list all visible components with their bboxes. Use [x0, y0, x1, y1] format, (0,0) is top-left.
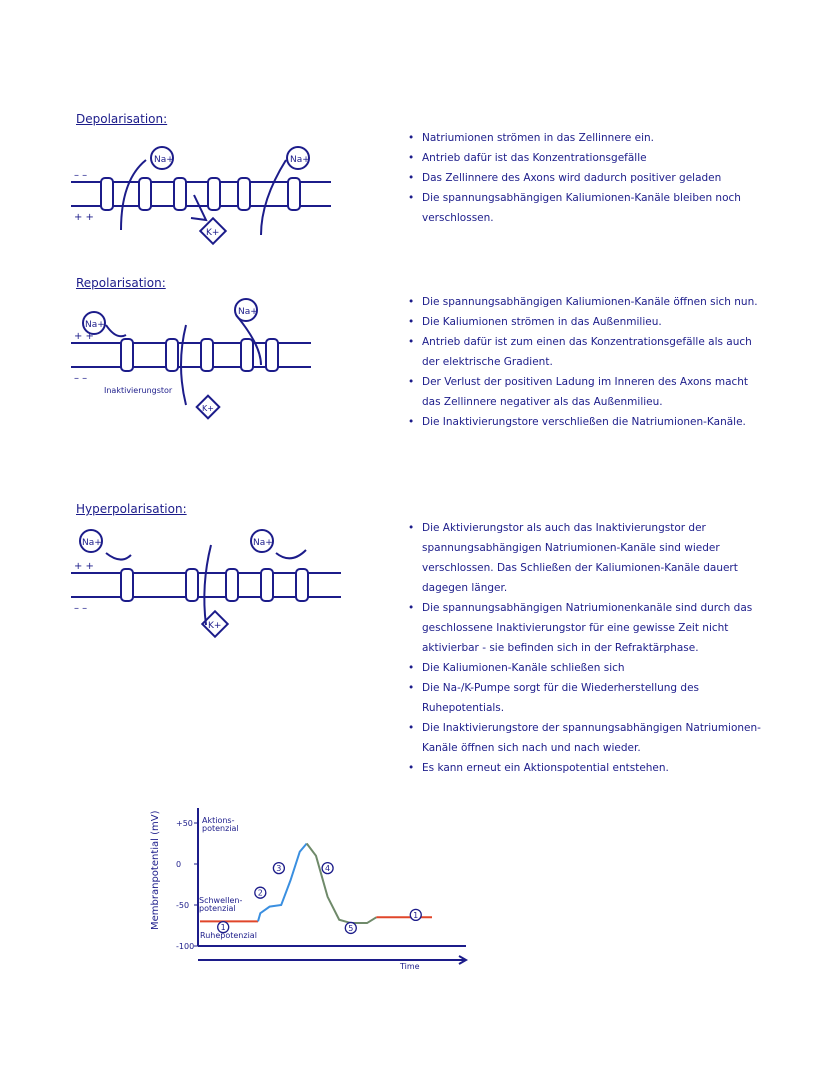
- phase-label: [345, 922, 356, 933]
- ion-label-na: Na+: [85, 320, 105, 330]
- ion-label-k: K+: [202, 404, 214, 413]
- svg-text:+ +: + +: [74, 331, 94, 342]
- ion-label-na: Na+: [290, 155, 310, 165]
- annotation-schwellenpotenzial: Schwellen-: [199, 896, 243, 905]
- annotation-schwellenpotenzial: potenzial: [199, 904, 236, 913]
- svg-text:5: 5: [348, 923, 354, 933]
- note: • Die spannungsabhängigen Kaliumionen-Kanäle bleiben noch verschlossen.: [408, 188, 768, 228]
- phase-label: [322, 863, 333, 874]
- heading-hyperpolarisation: Hyperpolarisation:: [76, 502, 187, 516]
- svg-text:+ +: + +: [74, 212, 94, 223]
- svg-text:1: 1: [220, 923, 226, 933]
- phase-label: [255, 887, 266, 898]
- svg-text:1: 1: [413, 910, 419, 920]
- svg-text:– –: – –: [74, 170, 88, 181]
- note: • Natriumionen strömen in das Zellinnere ein.: [408, 128, 768, 148]
- svg-text:4: 4: [325, 864, 331, 874]
- svg-text:– –: – –: [74, 603, 88, 614]
- phase-label: [273, 863, 284, 874]
- ion-label-na: Na+: [253, 538, 273, 548]
- svg-text:– –: – –: [74, 373, 88, 384]
- ion-label-na: Na+: [238, 307, 258, 317]
- note: • Die Na-/K-Pumpe sorgt für die Wiederherstellung des Ruhepotentials.: [408, 678, 768, 718]
- note: • Die Inaktivierungstore der spannungsabhängigen Natriumionen-Kanäle öffnen sich nach und nach wieder.: [408, 718, 768, 758]
- note: • Das Zellinnere des Axons wird dadurch positiver geladen: [408, 168, 768, 188]
- y-tick-label: -50: [176, 901, 190, 910]
- y-axis-label: Membranpotential (mV): [150, 810, 161, 930]
- note: • Die spannungsabhängigen Kaliumionen-Kanäle öffnen sich nun.: [408, 292, 768, 312]
- note: • Die Inaktivierungstore verschließen die Natriumionen-Kanäle.: [408, 412, 768, 432]
- annotation-aktionspotenzial: potenzial: [202, 824, 239, 833]
- x-axis-label: Time: [400, 962, 420, 971]
- note: • Antrieb dafür ist das Konzentrationsgefälle: [408, 148, 768, 168]
- svg-text:+ +: + +: [74, 561, 94, 572]
- y-tick-label: -100: [176, 942, 195, 951]
- ion-label-na: Na+: [82, 538, 102, 548]
- heading-depolarisation: Depolarisation:: [76, 112, 168, 126]
- series-depolarisation: [258, 844, 307, 922]
- note: • Die Kaliumionen strömen in das Außenmilieu.: [408, 312, 768, 332]
- ion-label-k: K+: [206, 228, 220, 238]
- phase-label: [410, 909, 421, 920]
- ion-label-k: K+: [208, 621, 222, 631]
- note: • Die Kaliumionen-Kanäle schließen sich: [408, 658, 768, 678]
- annotation-ruhepotenzial: Ruhepotenzial: [200, 931, 257, 940]
- note: • Der Verlust der positiven Ladung im Inneren des Axons macht das Zellinnere negativer als das Außenmilieu.: [408, 372, 768, 412]
- note: • Antrieb dafür ist zum einen das Konzentrationsgefälle als auch der elektrische Gradient.: [408, 332, 768, 372]
- y-tick-label: 0: [176, 860, 182, 869]
- note: • Die Aktivierungstor als auch das Inaktivierungstor der spannungsabhängigen Natriumionen-Kanäle sind wieder verschlossen. Das Schließen der Kaliumionen-Kanäle dauert dagegen länger.: [408, 518, 768, 598]
- series-repolarisation: [307, 844, 377, 924]
- inactivation-gate-label: Inaktivierungstor: [104, 386, 173, 395]
- note: • Die spannungsabhängigen Natriumionenkanäle sind durch das geschlossene Inaktivierungstor für eine gewisse Zeit nicht aktivierbar - sie befinden sich in der Refraktärphase.: [408, 598, 768, 658]
- svg-text:2: 2: [257, 888, 263, 898]
- heading-repolarisation: Repolarisation:: [76, 276, 166, 290]
- ion-label-na: Na+: [154, 155, 174, 165]
- annotation-aktionspotenzial: Aktions-: [202, 816, 235, 825]
- svg-text:3: 3: [276, 864, 282, 874]
- y-tick-label: +50: [176, 819, 193, 828]
- note: • Es kann erneut ein Aktionspotential entstehen.: [408, 758, 768, 778]
